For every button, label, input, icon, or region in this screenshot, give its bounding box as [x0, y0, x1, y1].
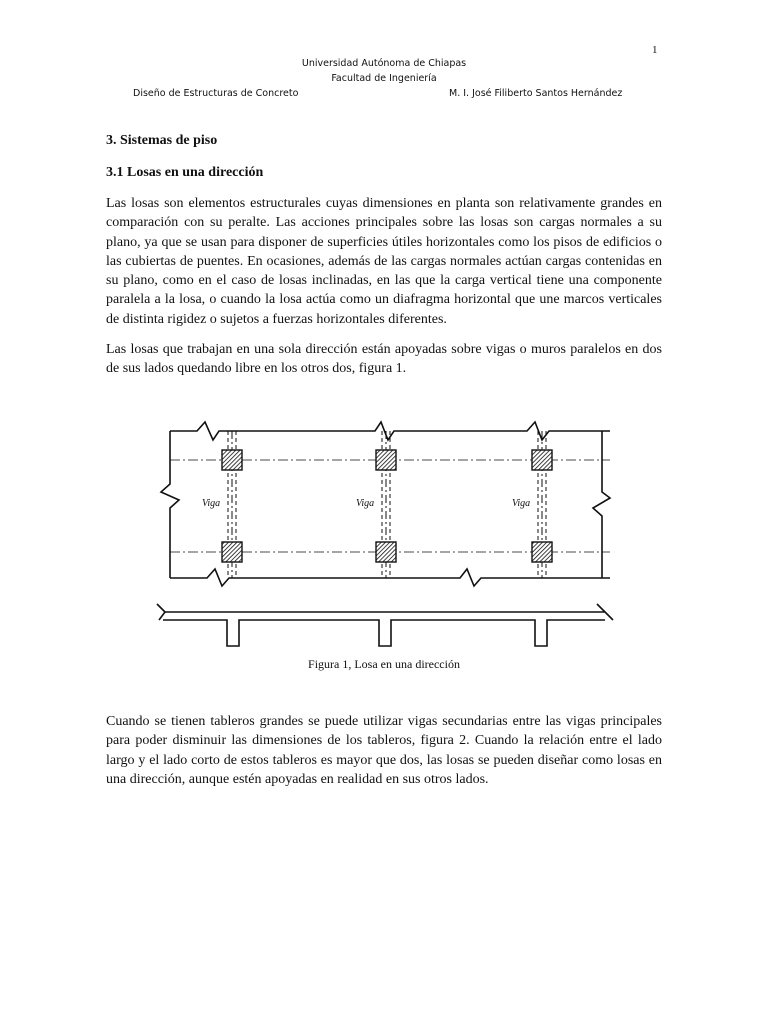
paragraph-1: Las losas son elementos estructurales cuyas dimensiones en planta son relativamente grandes en comparación con su peralte. Las acciones principales sobre las losas son cargas normales a su plano, ya que se usan para disponer de superficies útiles horizontales como los pisos de edificios o las cubiertas de puentes. En ocasiones, además de las cargas normales actúan cargas contenidas en su plano, como en el caso de losas inclinadas, en las que la carga vertical tiene una componente paralela a la losa, o cuando la losa actúa como un diafragma horizontal que une marcos verticales de distinta rigidez o sujetos a fuerzas horizontales diferentes. — [106, 196, 662, 327]
beam-labels — [202, 498, 530, 509]
header-faculty: Facultad de Ingeniería — [331, 73, 437, 84]
slab-section-view — [157, 604, 613, 646]
beam-label-1: Viga — [202, 498, 221, 509]
subsection-title: 3.1 Losas en una dirección — [106, 165, 264, 180]
paragraph-3: Cuando se tienen tableros grandes se puede utilizar vigas secundarias entre las vigas principales para poder disminuir las dimensiones de los tableros, figura 2. Cuando la relación entre el lado largo y el lado corto de estos tableros es mayor que dos, las losas se pueden diseñar como losas en una dirección, aunque estén apoyadas en realidad en sus otros lados. — [106, 714, 662, 787]
columns — [222, 450, 552, 562]
figure-caption: Figura 1, Losa en una dirección — [308, 657, 460, 671]
header-course: Diseño de Estructuras de Concreto — [133, 88, 299, 99]
section-title: 3. Sistemas de piso — [106, 133, 218, 148]
paragraph-2: Las losas que trabajan en una sola dirección están apoyadas sobre vigas o muros paralelos en dos de sus lados quedando libre en los otros dos, figura 1. — [106, 342, 662, 377]
page-number: 1 — [652, 44, 658, 56]
beam-label-3: Viga — [512, 498, 531, 509]
header-author: M. I. José Filiberto Santos Hernández — [449, 88, 623, 99]
beam-label-2: Viga — [356, 498, 375, 509]
one-way-slab-figure — [155, 420, 615, 650]
header-university: Universidad Autónoma de Chiapas — [301, 58, 467, 69]
